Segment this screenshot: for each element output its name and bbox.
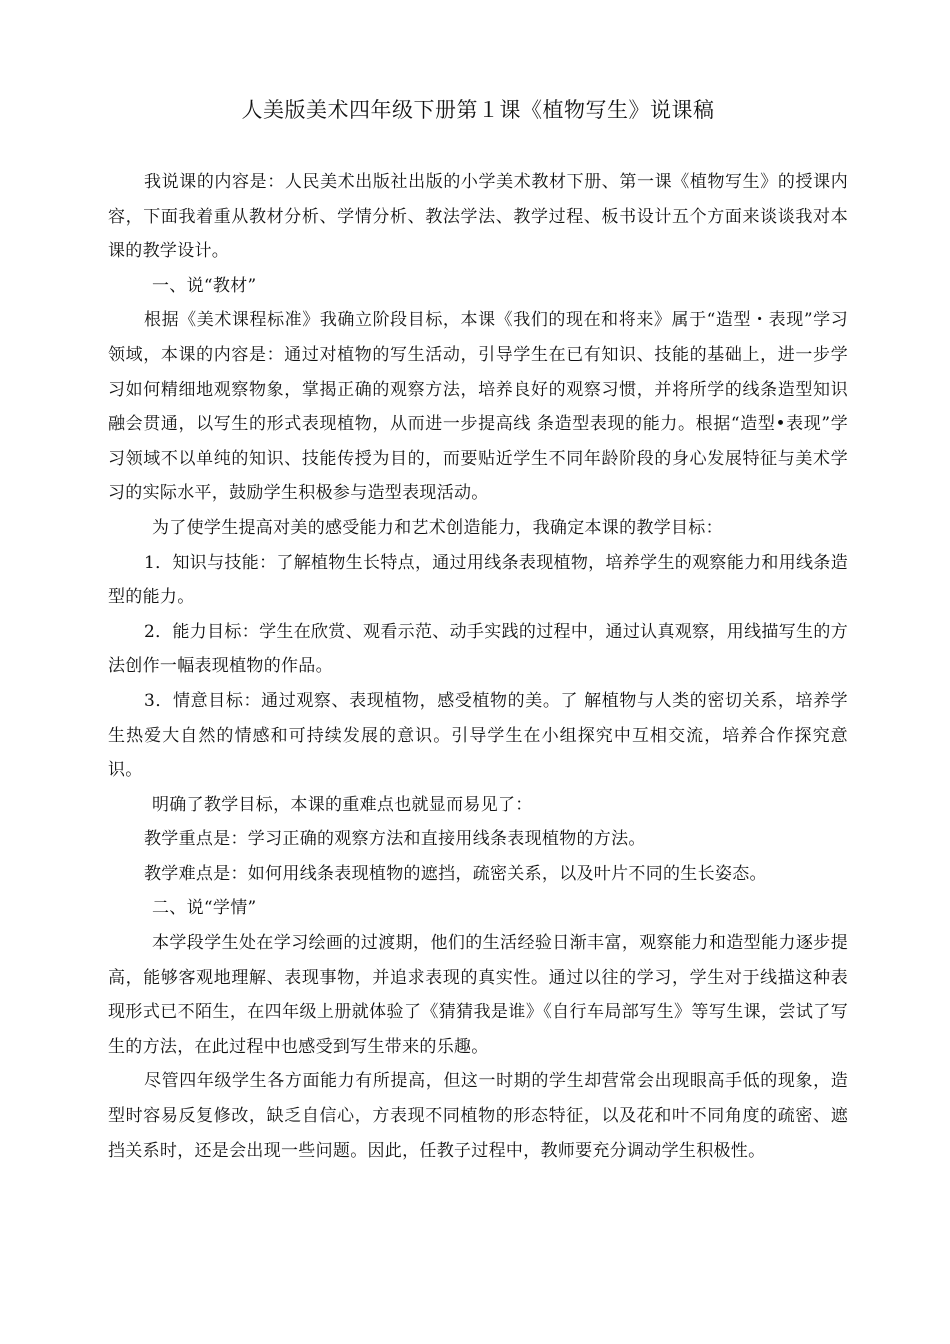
paragraph-learner-analysis: 本学段学生处在学习绘画的过渡期，他们的生活经验日渐丰富，观察能力和造型能力逐步提高，能够客观地理解、表现事物，并追求表现的真实性。通过以往的学习，学生对于线描这种表现形式已不陌生，在四年级上册就体验了《猜猜我是谁》《自行车局部写生》等写生课，尝试了写生的方法，在此过程中也感受到写生带来的乐趣。 (108, 933, 848, 1057)
paragraph-goal-knowledge: 1．知识与技能：了解植物生长特点，通过用线条表现植物，培养学生的观察能力和用线条造型的能力。 (108, 552, 848, 608)
paragraph-goal-ability: 2．能力目标：学生在欣赏、观看示范、动手实践的过程中，通过认真观察，用线描写生的方法创作一幅表现植物的作品。 (108, 621, 848, 677)
paragraph-intro: 我说课的内容是：人民美术出版社出版的小学美术教材下册、第一课《植物写生》的授课内容，下面我着重从教材分析、学情分析、教法学法、教学过程、板书设计五个方面来谈谈我对本课的教学设计。 (108, 172, 848, 262)
paragraph-goal-emotion: 3．情意目标：通过观察、表现植物，感受植物的美。了 解植物与人类的密切关系，培养学生热爱大自然的情感和可持续发展的意识。引导学生在小组探究中互相交流，培养合作探究意识。 (108, 690, 848, 781)
paragraph-difficult-point: 教学难点是：如何用线条表现植物的遮挡，疏密关系，以及叶片不同的生长姿态。 (144, 863, 767, 884)
document-body (108, 165, 848, 1168)
section-heading-learners: 二、说“学情” (152, 898, 257, 919)
paragraph-learner-challenges: 尽管四年级学生各方面能力有所提高，但这一时期的学生却营常会出现眼高手低的现象，造型时容易反复修改，缺乏自信心，方表现不同植物的形态特征，以及花和叶不同角度的疏密、遮挡关系时，还是会出现一些问题。因此，任教子过程中，教师要充分调动学生积极性。 (108, 1071, 848, 1161)
paragraph-key-points-intro: 明确了教学目标，本课的重难点也就显而易见了： (152, 794, 533, 815)
paragraph-textbook-analysis: 根据《美术课程标准》我确立阶段目标，本课《我们的现在和将来》属于“造型・表现”学习领域，本课的内容是：通过对植物的写生活动，引导学生在已有知识、技能的基础上，进一步学习如何精细地观察物象，掌揭正确的观察方法，培养良好的观察习惯，并将所学的线条造型知识融会贯通，以写生的形式表现植物，从而进一步提高线 条造型表现的能力。根据“造型•表现”学习领域不以单纯的知识、技能传授为目的，而要贴近学生不同年龄阶段的身心发展特征与美术学习的实际水平，鼓励学生积极参与造型表现活动。 (108, 310, 848, 504)
paragraph-key-point: 教学重点是：学习正确的观察方法和直接用线条表现植物的方法。 (144, 829, 646, 850)
section-heading-textbook: 一、说“教材” (152, 275, 257, 296)
document-title: 人美版美术四年级下册第１课《植物写生》说课稿 (241, 98, 715, 122)
paragraph-goals-intro: 为了使学生提高对美的感受能力和艺术创造能力，我确定本课的教学目标： (152, 517, 723, 538)
